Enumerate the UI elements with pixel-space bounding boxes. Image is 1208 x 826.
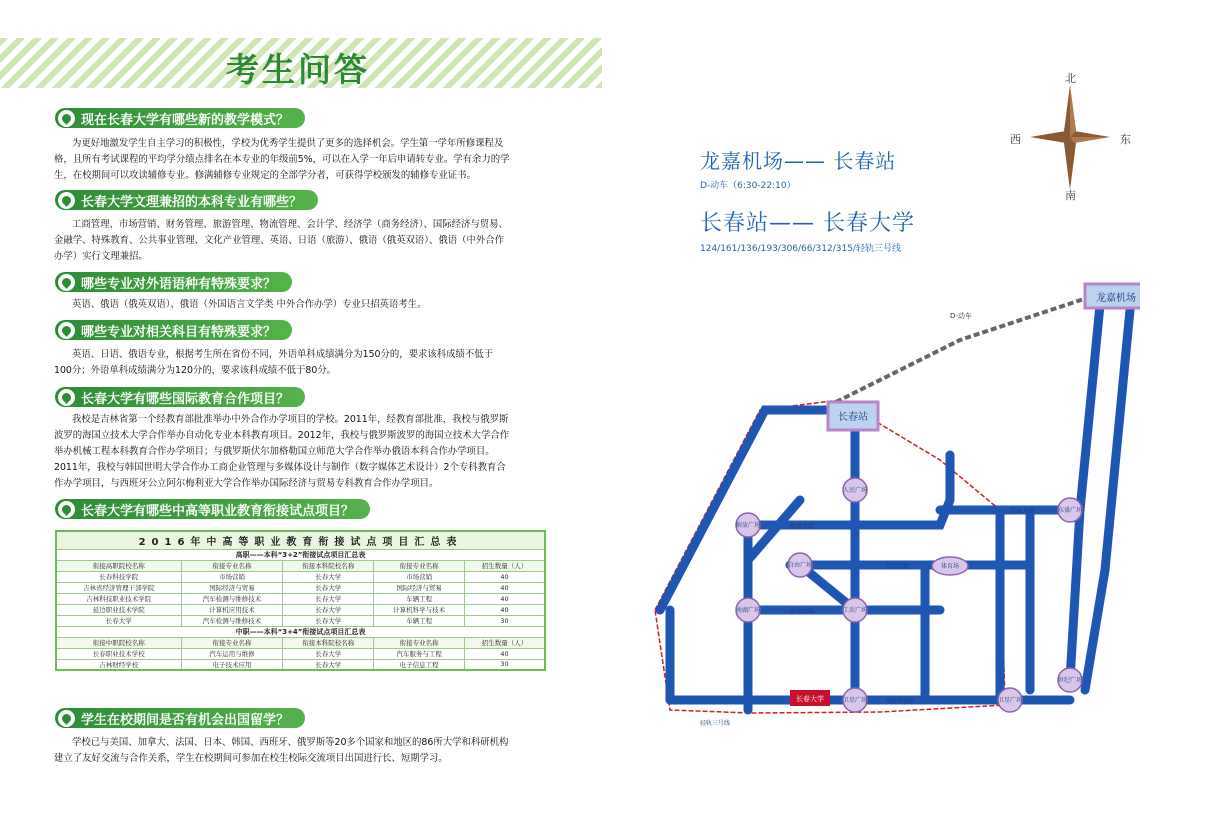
answer-text: 我校是吉林省第一个经教育部批准举办中外合作办学项目的学校。2011年，经教育部批准，我校与俄罗斯 波罗的海国立技术大学合作举办自动化专业本科教育项目。2012年，我校与俄罗斯波罗的海国立技术大学合作 举办机械工程本科教育合作办学项目；与俄罗斯伏尔加格勒国立师范大学合作举办俄语本科合作办学项目。 2011年，我校与韩国世明大学合作办工商企业管理与多媒体设计与制作（数字媒体艺术设计）2个专科教育合 作办学项目，与西班牙公立阿尔梅利亚大学合作举办国际经济与贸易专科教育合作办学项目。 [54,414,510,489]
station-label: 长春站 [838,412,868,423]
leaf-icon [58,110,75,127]
leaf-icon [58,501,75,518]
route-subtitle: D-动车（6:30-22:10） [700,181,796,191]
page-title: 考生问答 [226,50,370,89]
table-row: 延边职业技术学院 计算机应用技术 长春大学 计算机科学与技术 40 [56,604,545,615]
east-label: 东 [1120,133,1131,146]
answer-text: 工商管理、市场营销、财务管理、旅游管理、物流管理、会计学、经济学（商务经济）、国际经济与贸易、 金融学、特殊教育、公共事业管理、文化产业管理、英语、日语（旅游）、俄语（俄英双语）、俄语（中外合作 办学）实行文理兼招。 [54,219,508,262]
answer-text: 英语、日语、俄语专业，根据考生所在省份不同，外语单科成绩满分为150分的，要求该科成绩不低于 100分；外语单科成绩满分为120分的，要求该科成绩不低于80分。 [54,349,494,376]
question-heading: 现在长春大学有哪些新的教学模式？ [55,108,305,128]
answer-text: 学校已与美国、加拿大、法国、日本、韩国、西班牙、俄罗斯等20多个国家和地区的86所大学和科研机构 建立了友好交流与合作关系，学生在校期间可参加在校生校际交流项目出国进行长、短期学习。 [54,737,509,764]
square-label: 世纪广场 [1057,677,1083,684]
square-label: 卫星广场 [997,697,1023,704]
compass-icon [1010,75,1130,200]
table-row: 吉林科技职业技术学院 汽车检测与维修技术 长春大学 车辆工程 40 [56,593,545,604]
road-label: 解放大路 [790,523,815,530]
stadium-label: 体育场 [940,563,960,570]
compass-rose [1010,72,1131,202]
question-heading: 哪些专业对外语语种有特殊要求？ [55,272,292,292]
road-label: 自由大路 [885,563,910,570]
answer-text: 为更好地激发学生自主学习的积极性，学校为优秀学生提供了更多的选择机会。学生第一学年所修课程及 格，且所有考试课程的平均学分绩点排名在本专业的年级前5%，可以在入学一年后申请转专业。学有余力的学 生，在校期间可以攻读辅修专业。修满辅修专业规定的全部学分者，可获得学校颁发的辅修专业证书。 [54,138,510,181]
table-subtitle: 中职——本科“3+4”衔接试点项目汇总表 [56,626,545,637]
square-label: 自由广场 [787,562,813,569]
summary-table [55,530,546,671]
table-row: 吉林省经济管理干部学院 国际经济与贸易 长春大学 国际经济与贸易 40 [56,582,545,593]
square-label: 卫星广场 [842,697,868,704]
leaf-icon [58,389,75,406]
route-title: 长春站—— 长春大学 [700,211,915,236]
answer-text: 英语、俄语（俄英双语）、俄语（外国语言文学类 中外合作办学）专业只招英语考生。 [72,299,427,310]
question-heading: 长春大学有哪些中高等职业教育衔接试点项目？ [55,499,370,519]
road-label: 南部快速路 [885,698,916,705]
table-header-row: 衔接中职院校名称 衔接专业名称 衔接本科院校名称 衔接专业名称 招生数量（人） [56,637,545,648]
road-label: 吉林大路 [1010,508,1035,515]
table-row: 长春职业技术学校 汽车运用与维修 长春大学 汽车服务与工程 40 [56,648,545,659]
route-title: 龙嘉机场—— 长春站 [700,149,897,173]
table-row: 长春大学 汽车检测与维修技术 长春大学 车辆工程 30 [56,615,545,626]
west-label: 西 [1010,133,1021,146]
road-label: 南湖大路 [790,608,815,615]
square-label: 解放广场 [735,522,761,529]
square-label: 人民广场 [842,487,868,494]
north-label: 北 [1065,72,1076,85]
square-label: 工农广场 [842,607,868,614]
table-subtitle: 高职——本科“3+2”衔接试点项目汇总表 [56,549,545,560]
rail-label: D-动车 [950,312,972,320]
leaf-icon [58,710,75,727]
leaf-icon [58,274,75,291]
question-heading: 学生在校期间是否有机会出国留学？ [55,708,305,728]
question-heading: 长春大学有哪些国际教育合作项目？ [55,387,305,407]
route-map [640,270,1140,740]
table-row: 长春科技学院 市场营销 长春大学 市场营销 40 [56,571,545,582]
question-heading: 长春大学文理兼招的本科专业有哪些？ [55,190,318,210]
school-label: 长春大学 [796,695,824,703]
square-label: 东盛广场 [1057,507,1083,514]
road-label: 轻轨三号线 [700,720,731,727]
question-heading: 哪些专业对相关科目有特殊要求？ [55,320,292,340]
table-header-row: 衔接高职院校名称 衔接专业名称 衔接本科院校名称 衔接专业名称 招生数量（人） [56,560,545,571]
leaf-icon [58,192,75,209]
route-subtitle: 124/161/136/193/306/66/312/315/轻轨三号线 [700,244,901,254]
leaf-icon [58,322,75,339]
square-label: 南湖广场 [735,607,761,614]
airport-label: 龙嘉机场 [1096,293,1136,304]
table-row: 吉林财经学校 电子技术应用 长春大学 电子信息工程 30 [56,659,545,670]
south-label: 南 [1065,189,1076,202]
table-title: 2016年中高等职业教育衔接试点项目汇总表 [56,531,545,549]
